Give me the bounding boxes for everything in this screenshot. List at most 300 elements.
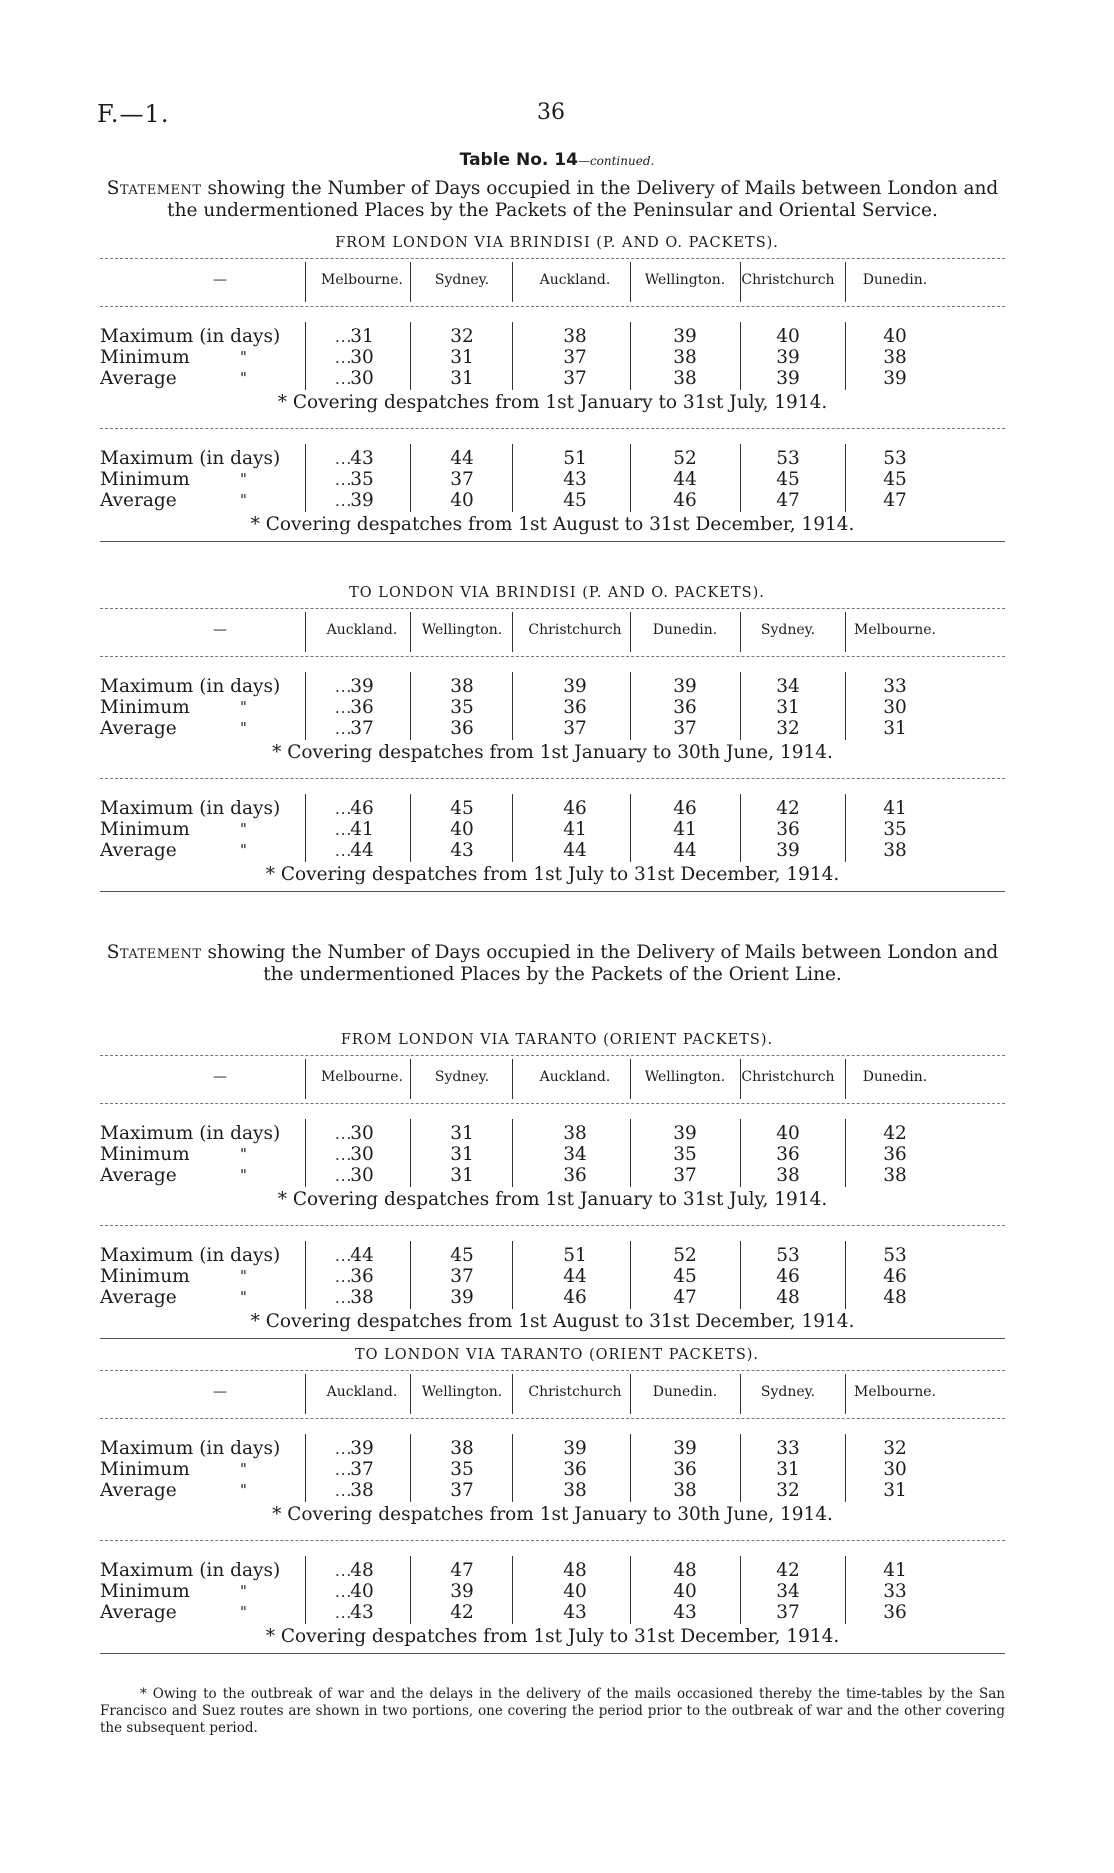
column-rule [410, 1241, 411, 1309]
table-cell: 35 [450, 1459, 474, 1480]
column-rule [845, 1059, 846, 1099]
table-section-title: FROM LONDON VIA BRINDISI (P. AND O. PACKETS). [335, 235, 779, 251]
table-cell: 42 [776, 1560, 800, 1581]
leader-dots: ... [335, 1482, 353, 1500]
row-label [100, 490, 247, 511]
column-rule [630, 1434, 631, 1502]
table-rule [100, 306, 1005, 307]
table-cell: 36 [883, 1144, 907, 1165]
table-cell: 44 [350, 840, 374, 861]
mail-delivery-table [100, 1370, 1005, 1700]
coverage-note: * Covering despatches from 1st January to 31st July, 1914. [277, 1189, 828, 1210]
column-rule [845, 1374, 846, 1414]
table-cell: 38 [776, 1165, 800, 1186]
table-cell: 43 [350, 448, 374, 469]
column-rule [630, 612, 631, 652]
table-cell: 35 [673, 1144, 697, 1165]
table-cell: 30 [350, 368, 374, 389]
column-rule [512, 1374, 513, 1414]
table-cell: 44 [563, 840, 587, 861]
column-rule [845, 322, 846, 390]
coverage-note: * Covering despatches from 1st July to 31st December, 1914. [265, 864, 840, 885]
table-cell: 41 [563, 819, 587, 840]
table-cell: 38 [450, 1438, 474, 1459]
column-rule [410, 444, 411, 512]
row-label-text: Minimum [100, 1581, 190, 1602]
ditto-mark: " [240, 1145, 247, 1163]
column-rule [740, 794, 741, 862]
column-header: Sydney. [760, 1384, 816, 1400]
column-rule [410, 672, 411, 740]
column-rule [740, 612, 741, 652]
table-cell: 44 [563, 1266, 587, 1287]
row-label-text: Maximum (in days) [100, 1245, 281, 1266]
statement-lead: Statement [106, 178, 202, 199]
column-rule [740, 1241, 741, 1309]
table-cell: 46 [563, 1287, 587, 1308]
column-header: Sydney. [434, 1069, 490, 1085]
table-cell: 38 [673, 347, 697, 368]
table-cell: 44 [450, 448, 474, 469]
table-cell: 52 [673, 1245, 697, 1266]
ditto-mark: " [240, 1603, 247, 1621]
row-label [100, 326, 280, 347]
table-cell: 41 [673, 819, 697, 840]
table-cell: 39 [350, 1438, 374, 1459]
row-label-text: Maximum (in days) [100, 676, 281, 697]
column-header: Auckland. [326, 622, 398, 638]
column-rule [630, 262, 631, 302]
table-cell: 37 [350, 1459, 374, 1480]
table-cell: 36 [673, 697, 697, 718]
column-rule [305, 612, 306, 652]
column-rule [512, 1119, 513, 1187]
ditto-mark: " [240, 1582, 247, 1600]
table-title-suffix: —continued. [577, 154, 655, 168]
table-cell: 37 [563, 347, 587, 368]
row-label-text: Average [100, 368, 177, 389]
page-number: 36 [537, 100, 565, 125]
column-header: Wellington. [421, 622, 503, 638]
table-cell: 32 [883, 1438, 907, 1459]
column-rule [410, 794, 411, 862]
row-label-text: Average [100, 1165, 177, 1186]
row-label [100, 1165, 247, 1186]
table-cell: 36 [350, 697, 374, 718]
row-label [100, 1480, 247, 1501]
table-cell: 43 [563, 1602, 587, 1623]
table-cell: 37 [450, 1266, 474, 1287]
table-cell: 36 [350, 1266, 374, 1287]
column-rule [305, 1374, 306, 1414]
column-header: Wellington. [644, 272, 726, 288]
column-rule [410, 612, 411, 652]
row-label-text: Minimum [100, 469, 190, 490]
row-label-text: Minimum [100, 347, 190, 368]
leader-dots: ... [335, 1583, 353, 1601]
column-header: Christchurch [741, 272, 835, 288]
column-rule [845, 672, 846, 740]
column-rule [740, 322, 741, 390]
table-cell: 38 [350, 1480, 374, 1501]
table-cell: 33 [883, 676, 907, 697]
coverage-note: * Covering despatches from 1st January to 30th June, 1914. [272, 742, 833, 763]
table-cell: 40 [450, 819, 474, 840]
column-header: Christchurch [528, 622, 622, 638]
table-cell: 53 [883, 1245, 907, 1266]
column-rule [512, 1434, 513, 1502]
leader-dots: ... [335, 800, 353, 818]
table-title [0, 150, 1114, 170]
column-header: Dunedin. [862, 1069, 928, 1085]
column-header: Auckland. [326, 1384, 398, 1400]
column-rule [512, 262, 513, 302]
stub-header-dash: — [213, 272, 227, 288]
column-rule [410, 322, 411, 390]
column-rule [630, 1374, 631, 1414]
table-cell: 39 [350, 676, 374, 697]
table-rule [100, 1370, 1005, 1371]
table-cell: 40 [673, 1581, 697, 1602]
stub-header-dash: — [213, 1069, 227, 1085]
column-rule [740, 1434, 741, 1502]
column-rule [630, 1059, 631, 1099]
table-cell: 35 [883, 819, 907, 840]
statement-orient-line [100, 942, 1005, 986]
table-cell: 37 [450, 469, 474, 490]
column-header: Wellington. [644, 1069, 726, 1085]
table-cell: 35 [450, 697, 474, 718]
column-header: Dunedin. [652, 622, 718, 638]
table-rule [100, 608, 1005, 609]
table-cell: 44 [350, 1245, 374, 1266]
column-rule [845, 1556, 846, 1624]
row-label [100, 1560, 280, 1581]
column-rule [740, 672, 741, 740]
table-cell: 45 [563, 490, 587, 511]
column-rule [410, 1556, 411, 1624]
row-label-text: Average [100, 718, 177, 739]
table-cell: 32 [776, 1480, 800, 1501]
leader-dots: ... [335, 1247, 353, 1265]
statement-lead: Statement [106, 942, 202, 963]
column-rule [740, 1119, 741, 1187]
leader-dots: ... [335, 1562, 353, 1580]
row-label-text: Minimum [100, 1459, 190, 1480]
table-cell: 31 [350, 326, 374, 347]
table-cell: 38 [883, 347, 907, 368]
table-cell: 36 [883, 1602, 907, 1623]
stub-header-dash: — [213, 1384, 227, 1400]
column-rule [410, 262, 411, 302]
table-cell: 45 [883, 469, 907, 490]
column-rule [740, 444, 741, 512]
column-rule [512, 322, 513, 390]
ditto-mark: " [240, 1288, 247, 1306]
table-bottom-rule [100, 1338, 1005, 1339]
column-rule [630, 1556, 631, 1624]
table-cell: 39 [673, 1438, 697, 1459]
ditto-mark: " [240, 1481, 247, 1499]
coverage-note: * Covering despatches from 1st January to 30th June, 1914. [272, 1504, 833, 1525]
table-cell: 30 [350, 1165, 374, 1186]
table-cell: 37 [673, 718, 697, 739]
table-cell: 32 [776, 718, 800, 739]
column-header: Melbourne. [321, 272, 403, 288]
row-label [100, 347, 247, 368]
table-bottom-rule [100, 1653, 1005, 1654]
stub-header-dash: — [213, 622, 227, 638]
statement-peninsular-oriental [100, 178, 1005, 222]
row-label [100, 1144, 247, 1165]
coverage-note: * Covering despatches from 1st August to 31st December, 1914. [250, 514, 855, 535]
table-bottom-rule [100, 541, 1005, 542]
table-cell: 36 [563, 697, 587, 718]
row-label-text: Average [100, 840, 177, 861]
table-cell: 39 [450, 1287, 474, 1308]
row-label-text: Minimum [100, 819, 190, 840]
period-separator [100, 428, 1005, 429]
document-reference: F.—1. [97, 100, 170, 128]
table-section-title: FROM LONDON VIA TARANTO (ORIENT PACKETS). [340, 1032, 774, 1048]
table-cell: 48 [563, 1560, 587, 1581]
column-header: Wellington. [421, 1384, 503, 1400]
table-cell: 42 [883, 1123, 907, 1144]
leader-dots: ... [335, 678, 353, 696]
row-label-text: Minimum [100, 1144, 190, 1165]
table-cell: 39 [883, 368, 907, 389]
table-cell: 40 [563, 1581, 587, 1602]
column-rule [630, 1119, 631, 1187]
row-label [100, 1245, 280, 1266]
table-cell: 42 [776, 798, 800, 819]
table-cell: 47 [673, 1287, 697, 1308]
row-label [100, 798, 280, 819]
column-header: Sydney. [760, 622, 816, 638]
table-cell: 36 [563, 1165, 587, 1186]
table-cell: 31 [450, 1165, 474, 1186]
leader-dots: ... [335, 1167, 353, 1185]
column-rule [845, 612, 846, 652]
table-title-main: Table No. 14 [459, 150, 578, 170]
table-cell: 46 [776, 1266, 800, 1287]
leader-dots: ... [335, 1440, 353, 1458]
column-rule [512, 672, 513, 740]
table-cell: 39 [776, 840, 800, 861]
table-cell: 40 [776, 1123, 800, 1144]
coverage-note: * Covering despatches from 1st August to 31st December, 1914. [250, 1311, 855, 1332]
table-cell: 39 [563, 676, 587, 697]
row-label [100, 840, 247, 861]
table-cell: 45 [673, 1266, 697, 1287]
table-cell: 45 [776, 469, 800, 490]
table-cell: 30 [350, 1144, 374, 1165]
table-cell: 40 [450, 490, 474, 511]
mail-delivery-table [100, 608, 1005, 938]
leader-dots: ... [335, 842, 353, 860]
table-cell: 45 [450, 798, 474, 819]
table-cell: 41 [350, 819, 374, 840]
leader-dots: ... [335, 492, 353, 510]
row-label-text: Average [100, 1480, 177, 1501]
table-cell: 40 [350, 1581, 374, 1602]
column-rule [630, 444, 631, 512]
row-label [100, 697, 247, 718]
table-cell: 36 [563, 1459, 587, 1480]
row-label-text: Maximum (in days) [100, 1123, 281, 1144]
row-label [100, 676, 280, 697]
row-label [100, 368, 247, 389]
table-cell: 48 [883, 1287, 907, 1308]
column-header: Melbourne. [854, 1384, 936, 1400]
column-rule [512, 1059, 513, 1099]
table-cell: 34 [776, 676, 800, 697]
column-rule [512, 794, 513, 862]
table-cell: 36 [776, 1144, 800, 1165]
table-cell: 39 [350, 490, 374, 511]
table-cell: 39 [450, 1581, 474, 1602]
column-rule [305, 444, 306, 512]
table-rule [100, 1103, 1005, 1104]
row-label [100, 448, 280, 469]
row-label [100, 1459, 247, 1480]
table-cell: 53 [883, 448, 907, 469]
column-rule [305, 1119, 306, 1187]
table-cell: 53 [776, 448, 800, 469]
ditto-mark: " [240, 719, 247, 737]
table-cell: 39 [673, 1123, 697, 1144]
leader-dots: ... [335, 720, 353, 738]
table-bottom-rule [100, 891, 1005, 892]
row-label [100, 1602, 247, 1623]
table-cell: 39 [673, 326, 697, 347]
row-label-text: Maximum (in days) [100, 798, 281, 819]
ditto-mark: " [240, 1267, 247, 1285]
column-header: Christchurch [741, 1069, 835, 1085]
table-cell: 33 [776, 1438, 800, 1459]
leader-dots: ... [335, 1125, 353, 1143]
ditto-mark: " [240, 820, 247, 838]
leader-dots: ... [335, 370, 353, 388]
table-cell: 43 [563, 469, 587, 490]
table-rule [100, 1055, 1005, 1056]
table-cell: 36 [673, 1459, 697, 1480]
table-cell: 51 [563, 448, 587, 469]
table-cell: 33 [883, 1581, 907, 1602]
leader-dots: ... [335, 1604, 353, 1622]
column-rule [305, 1059, 306, 1099]
table-section-title: TO LONDON VIA TARANTO (ORIENT PACKETS). [354, 1347, 760, 1363]
table-cell: 37 [563, 368, 587, 389]
ditto-mark: " [240, 470, 247, 488]
column-rule [630, 322, 631, 390]
period-separator [100, 1540, 1005, 1541]
column-rule [305, 322, 306, 390]
ditto-mark: " [240, 491, 247, 509]
table-rule [100, 1418, 1005, 1419]
column-header: Dunedin. [652, 1384, 718, 1400]
table-cell: 37 [450, 1480, 474, 1501]
table-cell: 51 [563, 1245, 587, 1266]
row-label-text: Maximum (in days) [100, 448, 281, 469]
column-rule [305, 672, 306, 740]
row-label [100, 1123, 280, 1144]
column-rule [305, 1556, 306, 1624]
table-cell: 37 [563, 718, 587, 739]
column-rule [740, 1556, 741, 1624]
table-cell: 43 [450, 840, 474, 861]
ditto-mark: " [240, 698, 247, 716]
table-cell: 48 [673, 1560, 697, 1581]
table-cell: 46 [673, 490, 697, 511]
table-cell: 30 [883, 1459, 907, 1480]
table-cell: 30 [350, 1123, 374, 1144]
table-cell: 39 [563, 1438, 587, 1459]
table-cell: 39 [776, 347, 800, 368]
column-rule [845, 262, 846, 302]
mail-delivery-table [100, 258, 1005, 588]
column-header: Dunedin. [862, 272, 928, 288]
column-rule [630, 1241, 631, 1309]
table-cell: 30 [883, 697, 907, 718]
row-label-text: Maximum (in days) [100, 1560, 281, 1581]
leader-dots: ... [335, 1268, 353, 1286]
table-cell: 48 [350, 1560, 374, 1581]
table-cell: 35 [350, 469, 374, 490]
table-cell: 32 [450, 326, 474, 347]
column-rule [305, 1434, 306, 1502]
table-cell: 34 [776, 1581, 800, 1602]
column-rule [512, 612, 513, 652]
column-rule [845, 444, 846, 512]
period-separator [100, 1225, 1005, 1226]
column-rule [512, 1241, 513, 1309]
table-cell: 40 [776, 326, 800, 347]
table-cell: 43 [673, 1602, 697, 1623]
table-cell: 37 [776, 1602, 800, 1623]
row-label [100, 819, 247, 840]
table-cell: 38 [673, 1480, 697, 1501]
table-cell: 46 [350, 798, 374, 819]
table-cell: 36 [450, 718, 474, 739]
column-rule [410, 1059, 411, 1099]
table-cell: 38 [450, 676, 474, 697]
coverage-note: * Covering despatches from 1st July to 31st December, 1914. [265, 1626, 840, 1647]
table-cell: 47 [883, 490, 907, 511]
footnote: * Owing to the outbreak of war and the delays in the delivery of the mails occasioned thereby the time-tables by the San Francisco and Suez routes are shown in two portions, one covering the period prior to the outbreak of war and the other covering the subsequent period. [100, 1686, 1005, 1736]
column-rule [630, 672, 631, 740]
table-cell: 36 [776, 819, 800, 840]
leader-dots: ... [335, 821, 353, 839]
table-cell: 38 [350, 1287, 374, 1308]
table-cell: 44 [673, 469, 697, 490]
column-rule [740, 262, 741, 302]
leader-dots: ... [335, 1461, 353, 1479]
table-cell: 53 [776, 1245, 800, 1266]
row-label-text: Average [100, 490, 177, 511]
row-label-text: Minimum [100, 697, 190, 718]
table-cell: 41 [883, 1560, 907, 1581]
table-cell: 52 [673, 448, 697, 469]
table-cell: 44 [673, 840, 697, 861]
table-cell: 31 [450, 347, 474, 368]
row-label-text: Maximum (in days) [100, 1438, 281, 1459]
ditto-mark: " [240, 1166, 247, 1184]
table-cell: 47 [450, 1560, 474, 1581]
coverage-note: * Covering despatches from 1st January to 31st July, 1914. [277, 392, 828, 413]
row-label [100, 1287, 247, 1308]
ditto-mark: " [240, 348, 247, 366]
